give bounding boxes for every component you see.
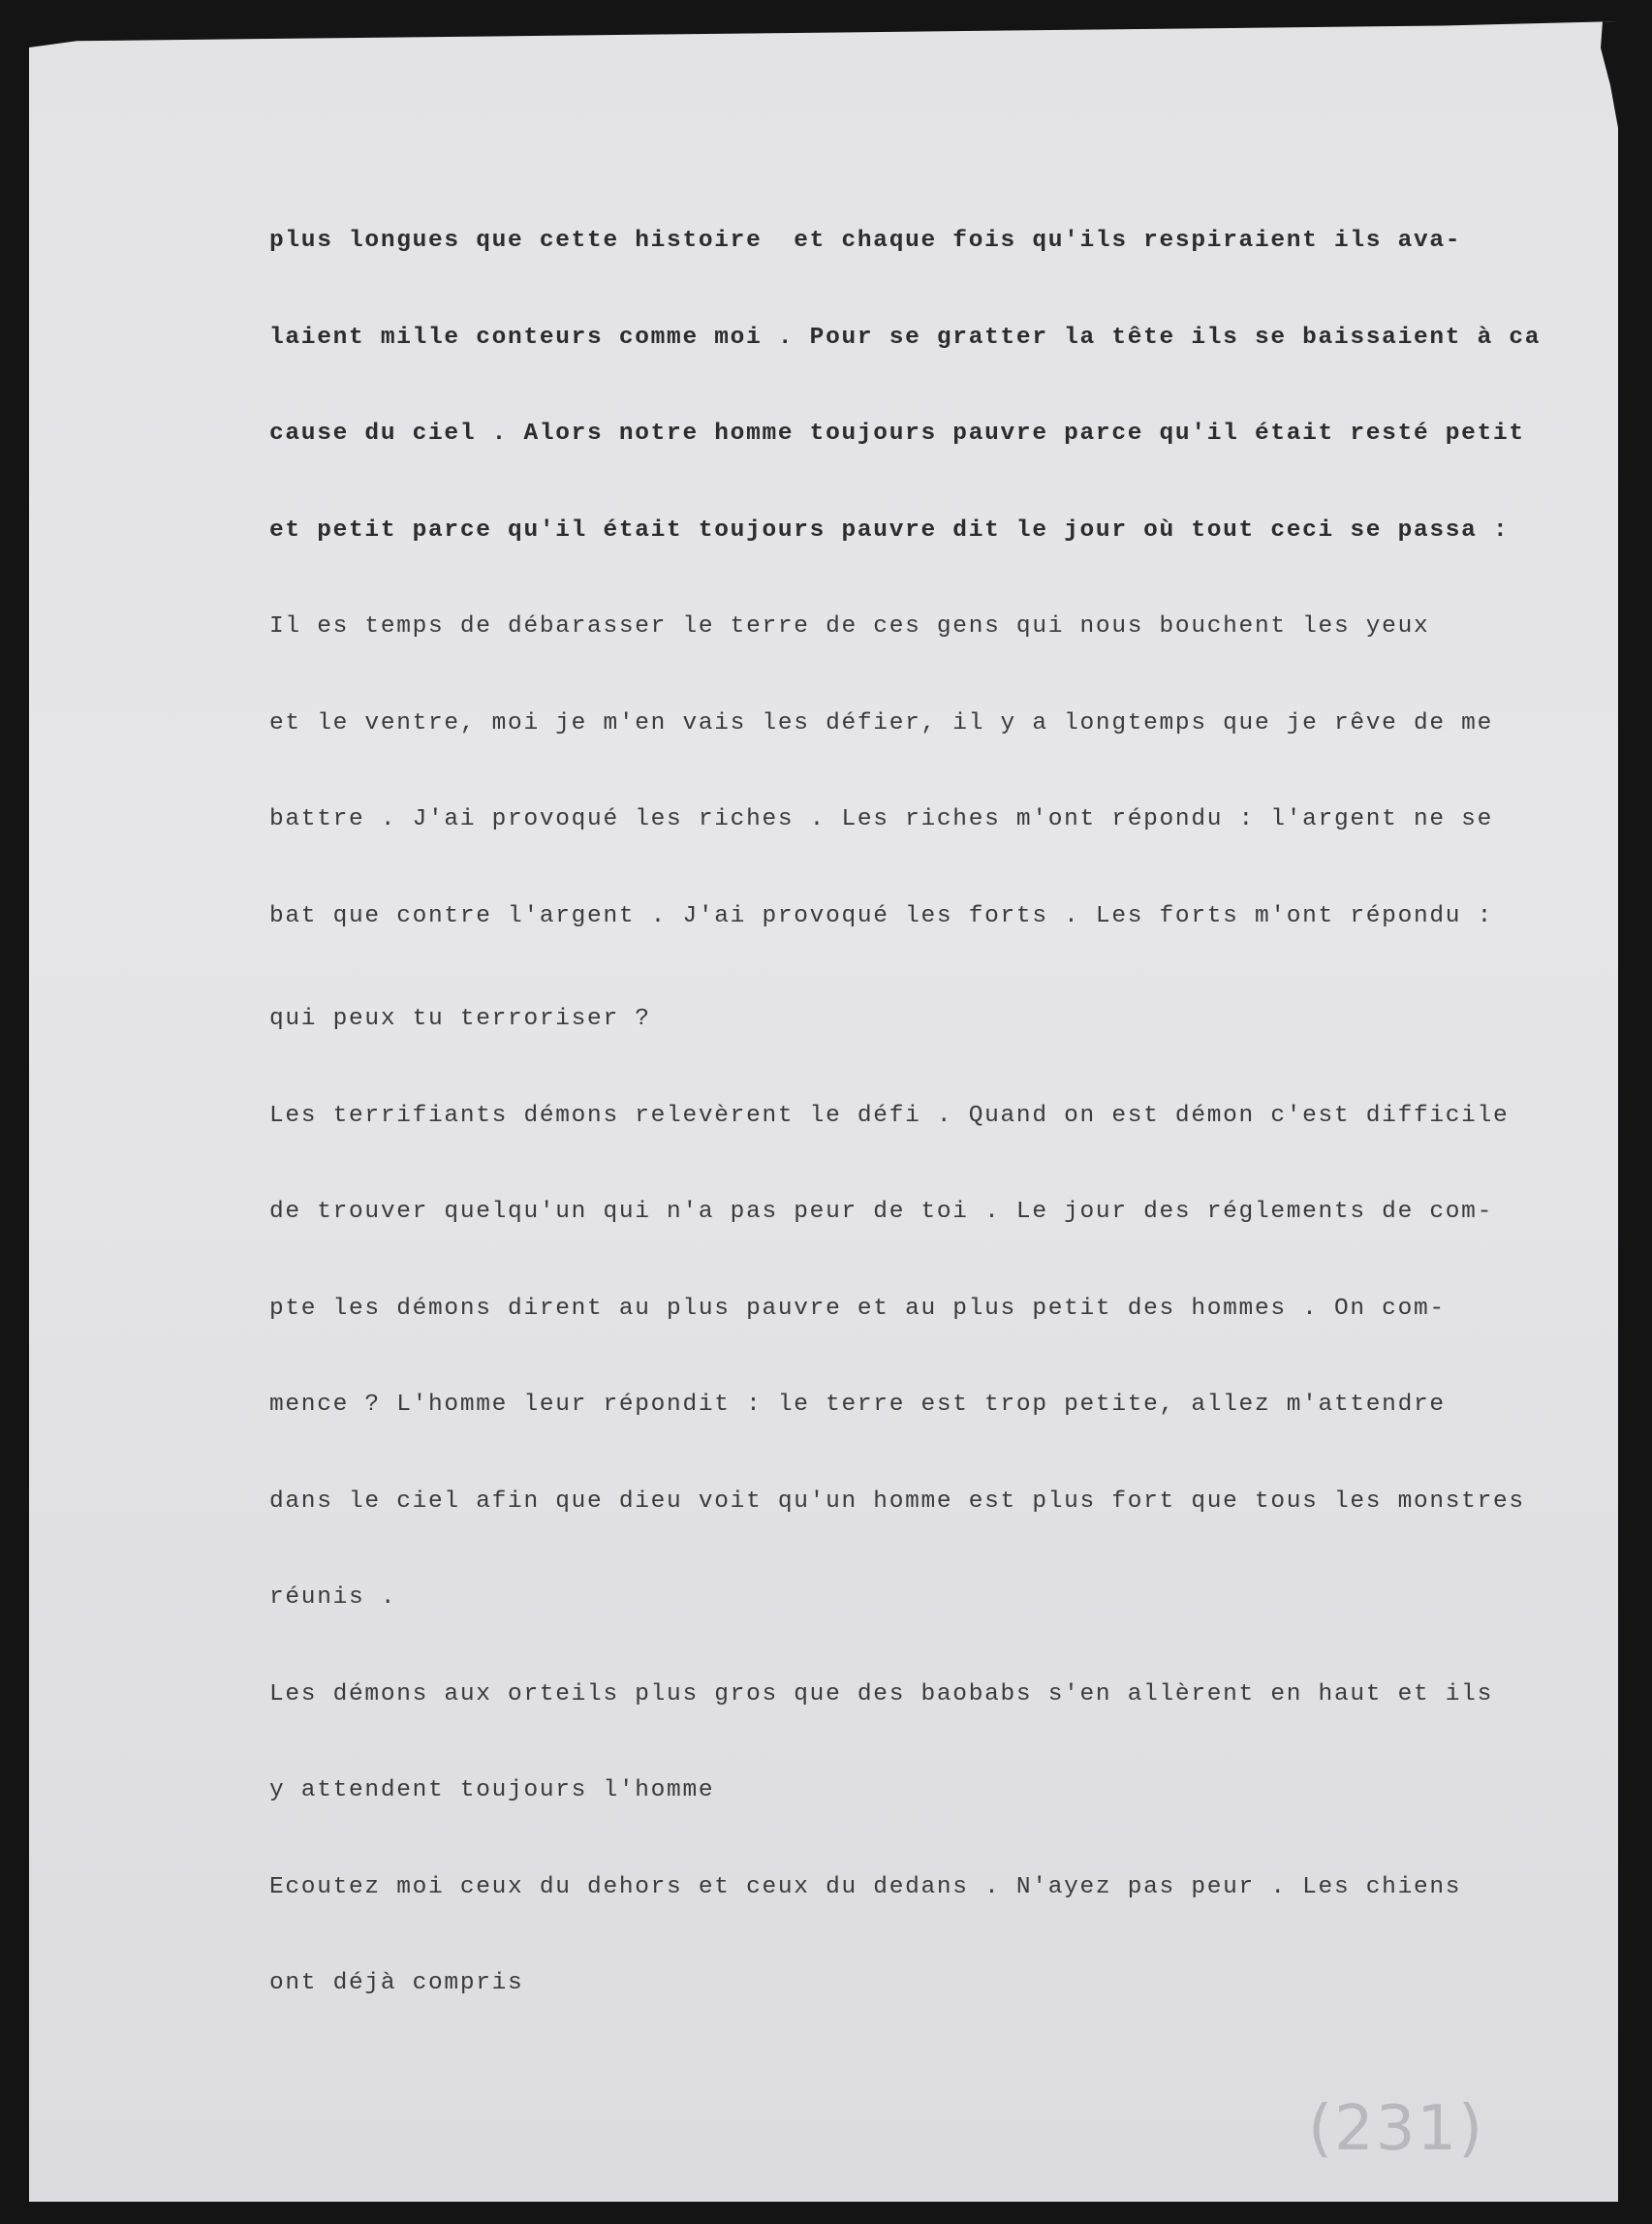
- text-line: dans le ciel afin que dieu voit qu'un homme est plus fort que tous les monstres: [269, 1488, 1525, 1515]
- text-line: laient mille conteurs comme moi . Pour se gratter la tête ils se baissaient à ca: [269, 324, 1542, 351]
- typewritten-text: [269, 167, 1645, 2032]
- text-line: cause du ciel . Alors notre homme toujours pauvre parce qu'il était resté petit: [269, 421, 1525, 447]
- text-line: qui peux tu terroriser ?: [269, 1006, 651, 1032]
- torn-corner: [1579, 21, 1618, 128]
- text-line: Les terrifiants démons relevèrent le défi . Quand on est démon c'est difficile: [269, 1102, 1510, 1129]
- text-line: plus longues que cette histoire et chaque fois qu'ils respiraient ils ava-: [269, 228, 1462, 254]
- text-line: y attendent toujours l'homme: [269, 1777, 715, 1803]
- text-line: et le ventre, moi je m'en vais les défier, il y a longtemps que je rêve de me: [269, 709, 1493, 736]
- text-line: ont déjà compris: [269, 1970, 524, 1996]
- text-line: Ecoutez moi ceux du dehors et ceux du dedans . N'ayez pas peur . Les chiens: [269, 1873, 1462, 1900]
- text-line: bat que contre l'argent . J'ai provoqué les forts . Les forts m'ont répondu :: [269, 902, 1493, 929]
- text-line: réunis .: [269, 1584, 397, 1611]
- handwritten-page-number: (231): [1308, 2093, 1485, 2165]
- text-line: Il es temps de débarasser le terre de ces gens qui nous bouchent les yeux: [269, 613, 1430, 640]
- text-line: de trouver quelqu'un qui n'a pas peur de toi . Le jour des réglements de com-: [269, 1199, 1493, 1225]
- text-line: et petit parce qu'il était toujours pauvre dit le jour où tout ceci se passa :: [269, 517, 1510, 544]
- text-line: battre . J'ai provoqué les riches . Les riches m'ont répondu : l'argent ne se: [269, 806, 1493, 832]
- text-line: mence ? L'homme leur répondit : le terre est trop petite, allez m'attendre: [269, 1392, 1446, 1418]
- text-line: Les démons aux orteils plus gros que des baobabs s'en allèrent en haut et ils: [269, 1680, 1493, 1707]
- text-line: pte les démons dirent au plus pauvre et au plus petit des hommes . On com-: [269, 1295, 1446, 1322]
